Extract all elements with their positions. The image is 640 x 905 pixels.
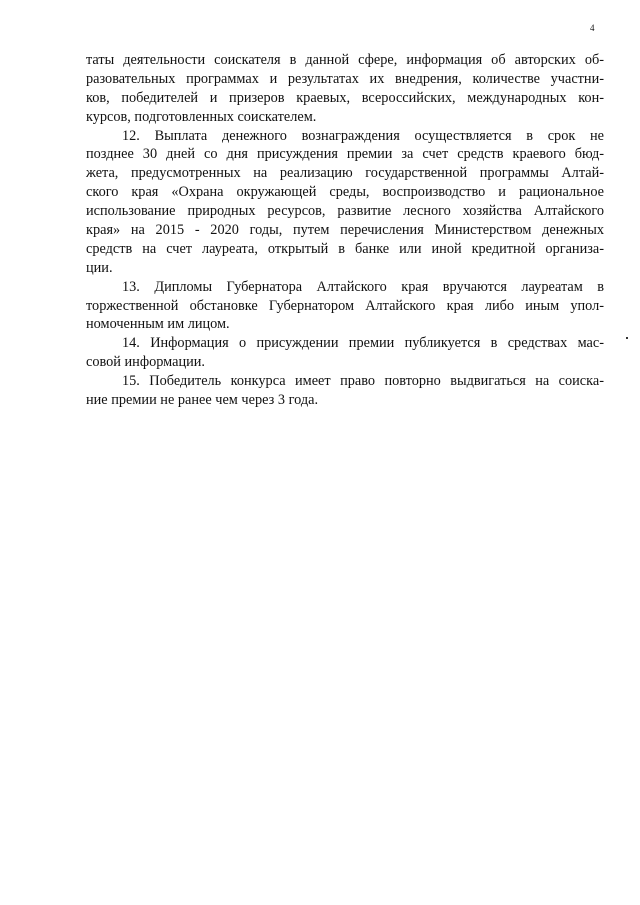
text-line: разовательных программах и результатах их внедрения, количестве участни-	[86, 70, 604, 87]
text-line: номоченным им лицом.	[86, 316, 230, 333]
text-line: использование природных ресурсов, развитие лесного хозяйства Алтайского	[86, 203, 604, 220]
document-body	[86, 51, 604, 410]
text-line: жета, предусмотренных на реализацию государственной программы Алтай-	[86, 165, 604, 182]
text-line: 13. Дипломы Губернатора Алтайского края вручаются лауреатам в	[122, 278, 604, 295]
paragraph-13	[86, 278, 604, 335]
paragraph-12	[86, 127, 604, 278]
text-line: ции.	[86, 259, 113, 276]
text-line: средств на счет лауреата, открытый в банке или иной кредитной организа-	[86, 240, 604, 257]
text-line: таты деятельности соискателя в данной сфере, информация об авторских об-	[86, 52, 604, 68]
text-line: 14. Информация о присуждении премии публикуется в средствах мас-	[122, 335, 604, 352]
paragraph-14	[86, 334, 604, 372]
text-line: края» на 2015 - 2020 годы, путем перечисления Министерством денежных	[86, 222, 604, 239]
page-number: 4	[590, 23, 595, 33]
text-line: торжественной обстановке Губернатором Алтайского края либо иным упол-	[86, 297, 604, 314]
paragraph-15	[86, 372, 604, 410]
text-line: ков, победителей и призеров краевых, всероссийских, международных кон-	[86, 89, 604, 106]
text-line: 12. Выплата денежного вознаграждения осуществляется в срок не	[122, 127, 604, 144]
text-line: 15. Победитель конкурса имеет право повторно выдвигаться на соиска-	[122, 373, 604, 390]
text-line: курсов, подготовленных соискателем.	[86, 108, 317, 125]
text-line: совой информации.	[86, 354, 205, 371]
text-line: позднее 30 дней со дня присуждения премии за счет средств краевого бюд-	[86, 146, 604, 163]
paragraph-continuation	[86, 51, 604, 127]
text-line: ского края «Охрана окружающей среды, воспроизводство и рациональное	[86, 184, 604, 201]
scan-speck	[626, 337, 628, 339]
text-line: ние премии не ранее чем через 3 года.	[86, 392, 319, 409]
